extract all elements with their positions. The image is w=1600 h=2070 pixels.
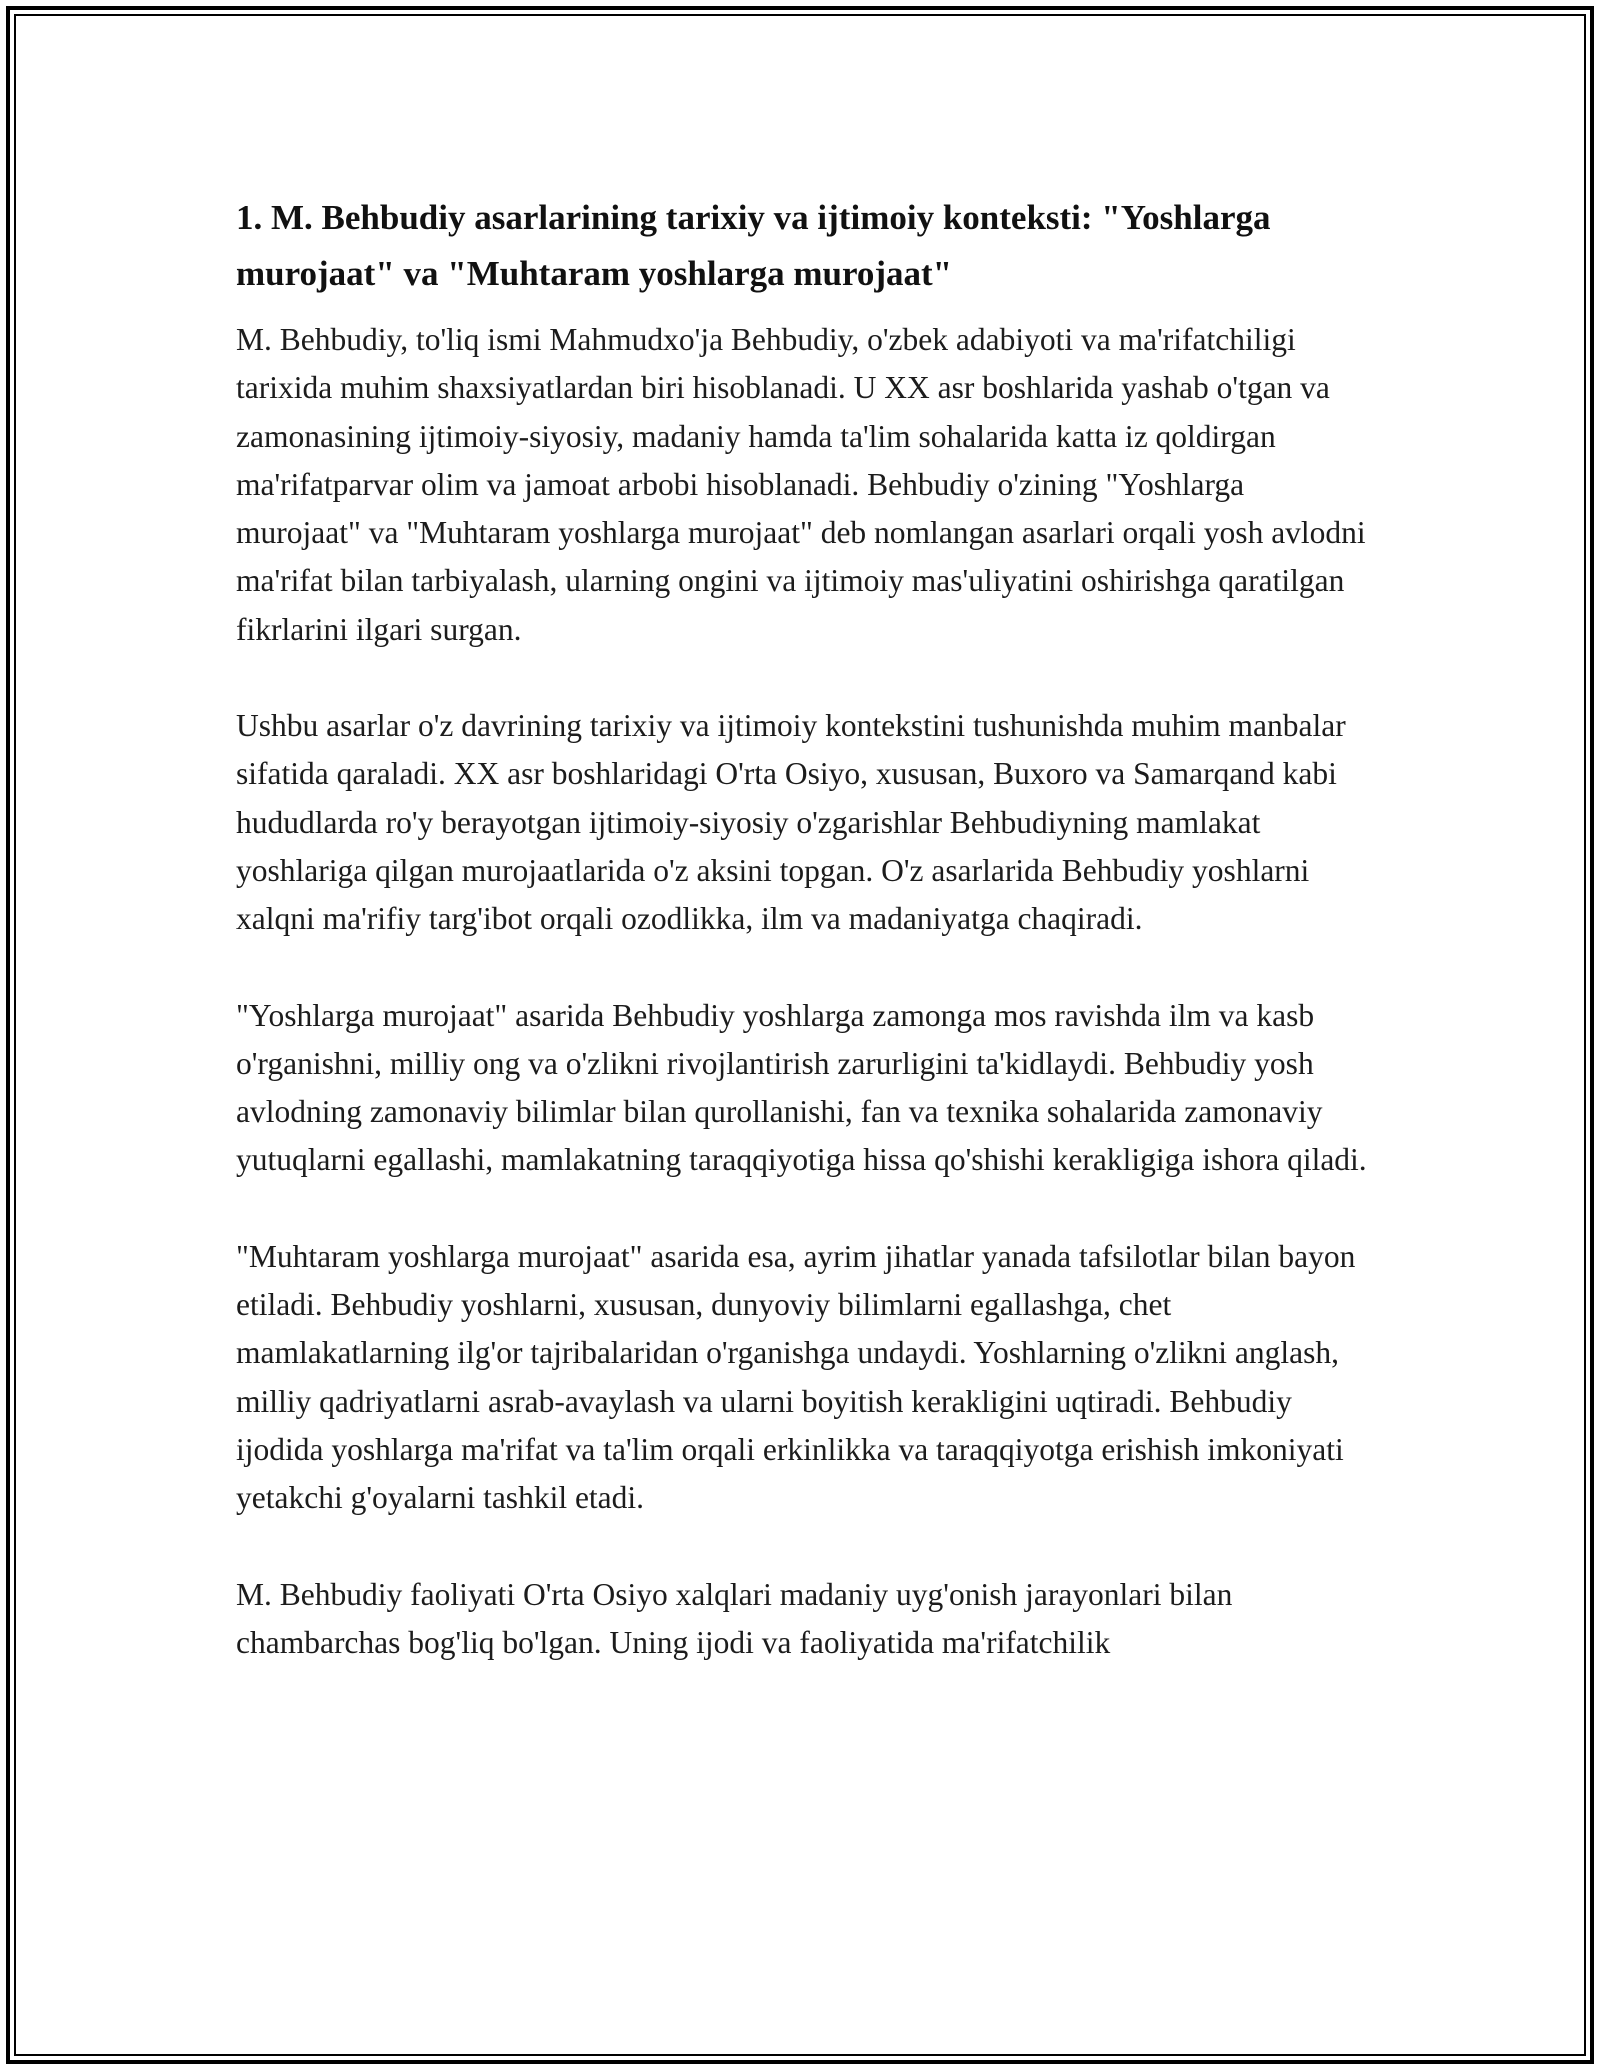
paragraph-muhtaram-yoshlarga-murojaat: "Muhtaram yoshlarga murojaat" asarida esa, ayrim jihatlar yanada tafsilotlar bilan bayon etiladi. Behbudiy yoshlarni, xususan, dunyoviy bilimlarni egallashga, chet mamlakatlarning ilg'or tajribalaridan o'rganishga undaydi. Yoshlarning o'zlikni anglash, milliy qadriyatlarni asrab-avaylash va ularni boyitish kerakligini uqtiradi. Behbudiy ijodida yoshlarga ma'rifat va ta'lim orqali erkinlikka va taraqqiyotga erishish imkoniyati yetakchi g'oyalarni tashkil etadi. [236, 1238, 1356, 1516]
paragraph-intro: M. Behbudiy, to'liq ismi Mahmudxo'ja Behbudiy, o'zbek adabiyoti va ma'rifatchiligi tarixida muhim shaxsiyatlardan biri hisoblanadi. U XX asr boshlarida yashab o'tgan va zamonasining ijtimoiy-siyosiy, madaniy hamda ta'lim sohalarida katta iz qoldirgan ma'rifatparvar olim va jamoat arbobi hisoblanadi. Behbudiy o'zining "Yoshlarga murojaat" va "Muhtaram yoshlarga murojaat" deb nomlangan asarlari orqali yosh avlodni ma'rifat bilan tarbiyalash, ularning ongini va ijtimoiy mas'uliyatini oshirishga qaratilgan fikrlarini ilgari surgan. [236, 322, 1366, 647]
paragraph-context: Ushbu asarlar o'z davrining tarixiy va ijtimoiy kontekstini tushunishda muhim manbalar sifatida qaraladi. XX asr boshlaridagi O'rta Osiyo, xususan, Buxoro va Samarqand kabi hududlarda ro'y berayotgan ijtimoiy-siyosiy o'zgarishlar Behbudiyning mamlakat yoshlariga qilgan murojaatlarida o'z aksini topgan. O'z asarlarida Behbudiy yoshlarni xalqni ma'rifiy targ'ibot orqali ozodlikka, ilm va madaniyatga chaqiradi. [236, 708, 1346, 937]
paragraph-yoshlarga-murojaat: "Yoshlarga murojaat" asarida Behbudiy yoshlarga zamonga mos ravishda ilm va kasb o'rganishni, milliy ong va o'zlikni rivojlantirish zarurligini ta'kidlaydi. Behbudiy yosh avlodning zamonaviy bilimlar bilan qurollanishi, fan va texnika sohalarida zamonaviy yutuqlarni egallashi, mamlakatning taraqqiyotiga hissa qo'shishi kerakligiga ishora qiladi. [236, 997, 1367, 1178]
paragraph-cultural-awakening: M. Behbudiy faoliyati O'rta Osiyo xalqlari madaniy uyg'onish jarayonlari bilan chambarchas bog'liq bo'lgan. Uning ijodi va faoliyatida ma'rifatchilik [236, 1576, 1233, 1660]
section-heading: 1. M. Behbudiy asarlarining tarixiy va ijtimoiy konteksti: "Yoshlarga murojaat" va "Muhtaram yoshlarga murojaat" [236, 198, 1271, 293]
document-body [236, 190, 1376, 1667]
